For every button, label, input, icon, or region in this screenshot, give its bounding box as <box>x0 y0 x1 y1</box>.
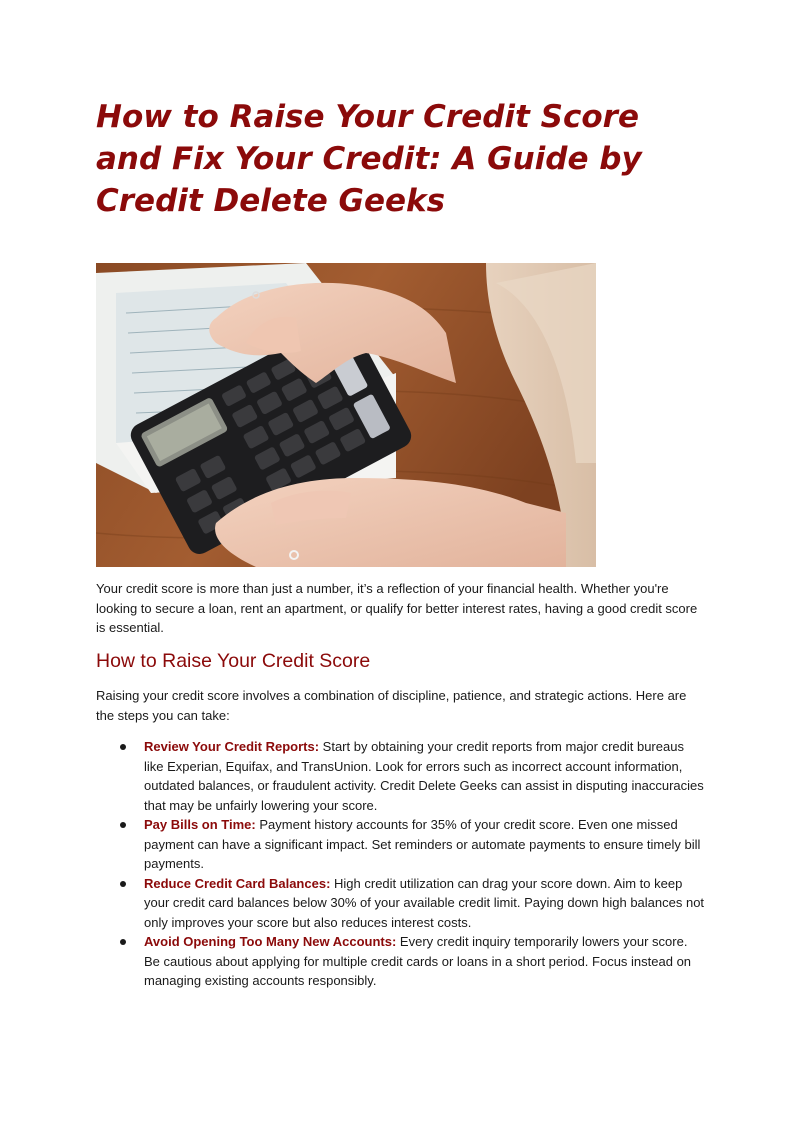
bullet-icon <box>120 881 126 887</box>
step-text: High credit utilization can drag your score down. Aim to keep your credit card balances below 30% of your available credit limit. Paying down high balances not only improves your score but also reduces interest costs. <box>144 875 705 930</box>
intro-paragraph: Your credit score is more than just a number, it’s a reflection of your financial health. Whether you're looking to secure a loan, rent an apartment, or qualify for better interest rates, having a good credit score is essential. <box>96 581 698 635</box>
step-text: Payment history accounts for 35% of your credit score. Even one missed payment can have a significant impact. Set reminders or automate payments to ensure timely bill payments. <box>144 817 701 871</box>
steps-list <box>96 737 706 991</box>
step-term: Reduce Credit Card Balances: <box>144 875 331 891</box>
hero-photo-calculator <box>96 263 596 567</box>
step-term: Pay Bills on Time: <box>144 817 256 832</box>
list-item <box>96 815 706 874</box>
bullet-icon <box>120 822 126 828</box>
step-text: Start by obtaining your credit reports from major credit bureaus like Experian, Equifax, and TransUnion. Look for errors such as incorrect account information, outdated balances, or fraudulent activity. Credit Delete Geeks can assist in disputing inaccuracies that may be unfairly lowering your score. <box>144 739 704 813</box>
step-term: Avoid Opening Too Many New Accounts: <box>144 934 397 949</box>
section-lead-paragraph: Raising your credit score involves a combination of discipline, patience, and strategic actions. Here are the steps you can take: <box>96 688 687 723</box>
bullet-icon <box>120 939 126 945</box>
list-item <box>96 737 706 815</box>
list-item <box>96 874 706 933</box>
page-title: How to Raise Your Credit Score and Fix Your Credit: A Guide by Credit Delete Geeks <box>96 99 642 219</box>
list-item <box>96 932 706 991</box>
step-text: Every credit inquiry temporarily lowers your score. Be cautious about applying for multiple credit cards or loans in a short period. Focus instead on managing existing accounts responsibly. <box>144 934 692 988</box>
step-term: Review Your Credit Reports: <box>144 739 320 754</box>
section-heading: How to Raise Your Credit Score <box>96 650 371 672</box>
bullet-icon <box>120 744 126 750</box>
